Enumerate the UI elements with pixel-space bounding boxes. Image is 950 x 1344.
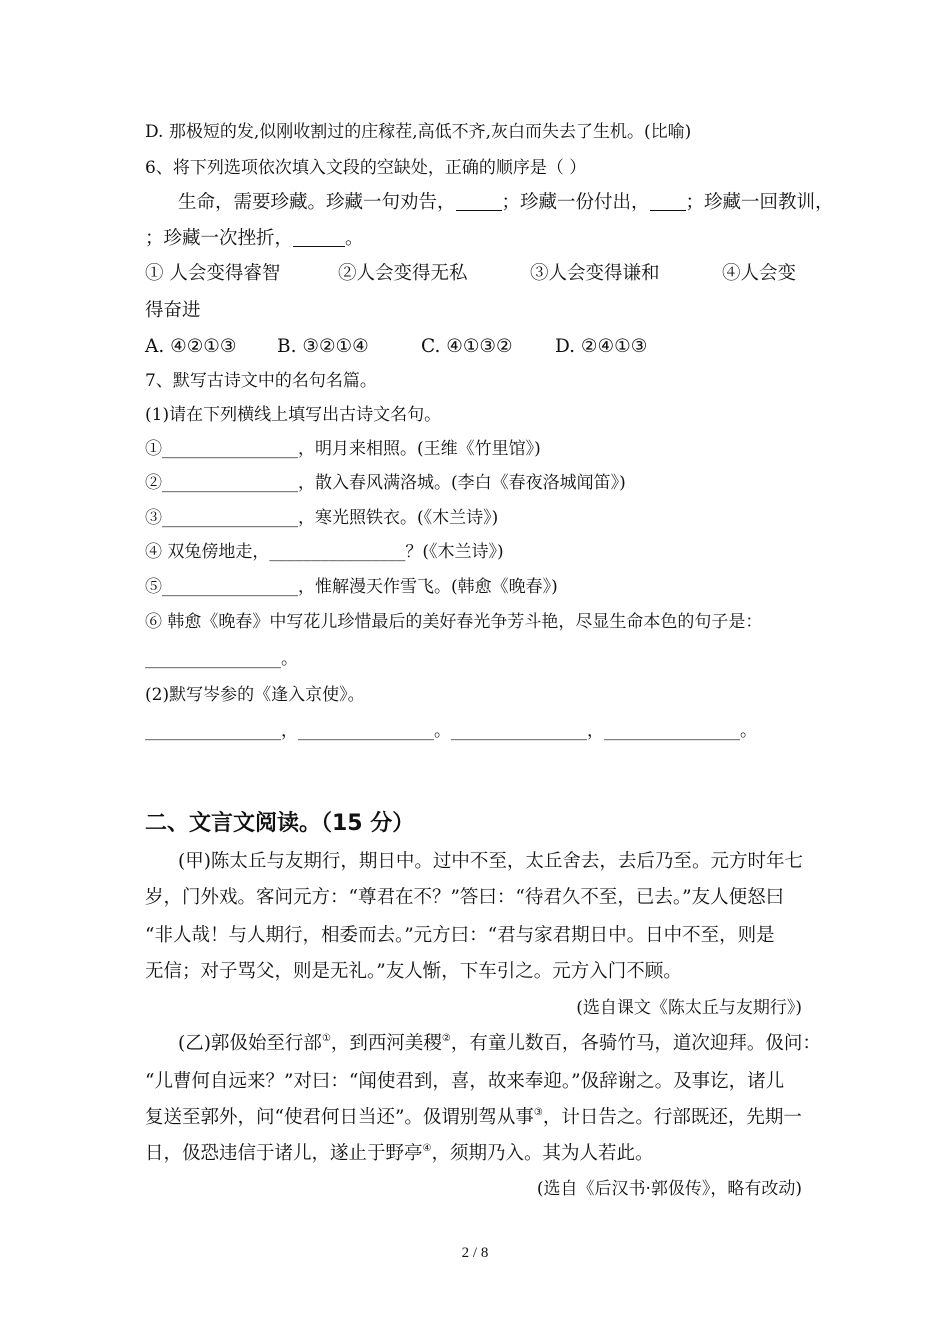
q7-line-4-text-b: ？(《木兰诗》) xyxy=(405,542,504,562)
q7-line-4-text-a: ④ 双兔傍地走， xyxy=(145,542,270,562)
q5-option-d: D. 那极短的发,似刚收割过的庄稼茬,高低不齐,灰白而失去了生机。(比喻) xyxy=(145,122,692,142)
q7-poem-blanks xyxy=(145,723,757,740)
q7-poem-blank-2: ________________ xyxy=(298,721,434,741)
q7-blank-5: ________________ xyxy=(162,577,298,597)
yi-source: (选自《后汉书·郭伋传》，略有改动) xyxy=(536,1179,802,1199)
jia-source: (选自课文《陈太丘与友期行》) xyxy=(576,998,802,1018)
q6-passage-line2-part1: ；珍藏一次挫折， xyxy=(145,228,294,249)
q7-blank-6: ________________ xyxy=(145,649,281,669)
q7-line-5-num: ⑤ xyxy=(145,577,162,597)
page-number: 2 / 8 xyxy=(461,1245,489,1261)
q6-prompt: 6、将下列选项依次填入文段的空缺处，正确的顺序是（ ） xyxy=(145,158,587,178)
q7-line-2 xyxy=(145,475,626,492)
q7-line-3 xyxy=(145,510,498,527)
q7-blank-1: ________________ xyxy=(162,439,298,459)
yi-paragraph-line-4 xyxy=(145,1145,654,1164)
jia-paragraph-line-4: 无信；对子骂父，则是无礼。”友人惭，下车引之。元方入门不顾。 xyxy=(145,961,682,982)
yi-line-4-b: ，须期乃入。其为人若此。 xyxy=(431,1143,654,1164)
q6-item-4-cont: 得奋进 xyxy=(145,300,201,321)
q7-line-2-num: ② xyxy=(145,473,162,493)
q7-blank-4: ________________ xyxy=(269,542,406,562)
q6-item-4: ④人会变 xyxy=(722,263,797,284)
q6-choice-c: C. ④①③② xyxy=(421,336,513,357)
q7-poem-sep-4: 。 xyxy=(740,721,757,741)
q7-poem-blank-3: ________________ xyxy=(451,721,587,741)
q7-poem-blank-4: ________________ xyxy=(604,721,740,741)
q7-poem-sep-2: 。 xyxy=(434,721,451,741)
q7-line-5-text: ，惟解漫天作雪飞。(韩愈《晚春》) xyxy=(298,577,558,597)
yi-line-3-b: ，计日告之。行部既还，先期一 xyxy=(542,1107,802,1128)
yi-paragraph-line-2: “儿曹何自远来？”对曰：“闻使君到，喜，故来奉迎。”伋辞谢之。及事讫，诸儿 xyxy=(145,1071,785,1092)
q7-poem-sep-1: ， xyxy=(281,721,298,741)
jia-paragraph-line-3: “非人哉！与人期行，相委而去。”元方曰：“君与家君期日中。日中不至，则是 xyxy=(145,925,775,946)
q6-blank-1 xyxy=(456,194,502,211)
q7-line-3-text: ，寒光照铁衣。(《木兰诗》) xyxy=(298,508,499,528)
section-2-heading: 二、文言文阅读。（15 分） xyxy=(145,811,415,836)
q6-passage-line2-end: 。 xyxy=(345,228,364,249)
q6-item-1: ① 人会变得睿智 xyxy=(145,263,281,284)
q7-sub2: (2)默写岑参的《逢入京使》。 xyxy=(145,685,365,705)
q6-choice-b: B. ③②①④ xyxy=(277,336,369,357)
q7-line-6-end: 。 xyxy=(281,649,298,669)
jia-paragraph-line-1: (甲)陈太丘与友期行，期日中。过中不至，太丘舍去，去后乃至。元方时年七 xyxy=(178,851,803,872)
q6-choice-d: D. ②④①③ xyxy=(555,336,648,357)
q7-line-6: ⑥ 韩愈《晚春》中写花儿珍惜最后的美好春光争芳斗艳，尽显生命本色的句子是： xyxy=(145,612,763,632)
yi-line-1-b: ，到西河美稷 xyxy=(330,1033,442,1054)
q7-line-5 xyxy=(145,579,558,596)
q7-line-2-text: ，散入春风满洛城。(李白《春夜洛城闻笛》) xyxy=(298,473,626,493)
q7-poem-blank-1: ________________ xyxy=(145,721,281,741)
q6-passage-part3: ；珍藏一回教训， xyxy=(685,192,834,213)
yi-line-3-a: 复送至郭外，问“使君何日当还”。伋谓别驾从事 xyxy=(145,1107,534,1128)
yi-line-4-a: 日，伋恐违信于诸儿，遂止于野亭 xyxy=(145,1143,423,1164)
footnote-marker-3: ③ xyxy=(533,1107,543,1118)
q7-prompt: 7、默写古诗文中的名句名篇。 xyxy=(145,371,377,391)
q6-passage-line1 xyxy=(178,194,834,213)
q7-line-1 xyxy=(145,441,541,458)
q7-line-6-answer xyxy=(145,651,298,668)
jia-paragraph-line-2: 岁，门外戏。客问元方：“尊君在不？”答曰：“待君久不至，已去。”友人便怒曰 xyxy=(145,887,785,908)
q6-passage-part2: ；珍藏一份付出， xyxy=(501,192,650,213)
q7-line-1-text: ，明月来相照。(王维《竹里馆》) xyxy=(298,439,541,459)
q6-passage-line2 xyxy=(145,230,364,249)
q6-blank-2 xyxy=(650,194,686,211)
q7-line-1-num: ① xyxy=(145,439,162,459)
footnote-marker-2: ② xyxy=(441,1033,451,1044)
q7-poem-sep-3: ， xyxy=(587,721,604,741)
q7-sub1: (1)请在下列横线上填写出古诗文名句。 xyxy=(145,405,442,425)
yi-line-1-c: ，有童儿数百，各骑竹马，道次迎拜。伋问： xyxy=(450,1033,821,1054)
q6-blank-3 xyxy=(293,230,345,247)
yi-paragraph-line-1 xyxy=(178,1035,821,1054)
q7-blank-2: ________________ xyxy=(162,473,298,493)
q6-choice-a: A. ④②①③ xyxy=(145,336,237,357)
q6-item-2: ②人会变得无私 xyxy=(338,263,468,284)
q7-blank-3: ________________ xyxy=(162,508,298,528)
q7-line-4 xyxy=(145,544,504,561)
yi-paragraph-line-3 xyxy=(145,1109,802,1128)
q6-items-row xyxy=(145,265,280,284)
q6-item-3: ③人会变得谦和 xyxy=(530,263,660,284)
yi-line-1-a: (乙)郭伋始至行部 xyxy=(178,1033,322,1054)
q7-line-3-num: ③ xyxy=(145,508,162,528)
q6-passage-part1: 生命，需要珍藏。珍藏一句劝告， xyxy=(178,192,456,213)
footnote-marker-1: ① xyxy=(321,1033,331,1044)
footnote-marker-4: ④ xyxy=(422,1143,432,1154)
